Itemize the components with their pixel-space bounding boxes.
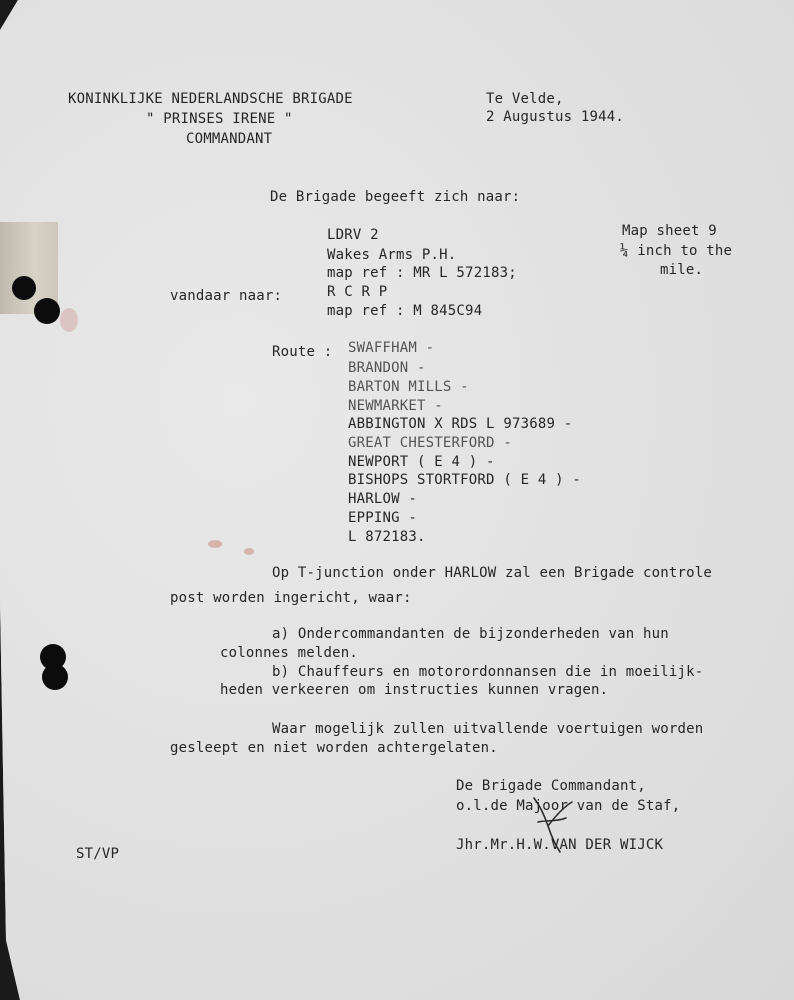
destination-line: map ref : MR L 572183; — [327, 265, 517, 281]
paragraph-line: post worden ingericht, waar: — [170, 590, 412, 606]
route-label: Route : — [272, 344, 333, 360]
map-note: mile. — [660, 262, 704, 278]
org-subtitle: " PRINSES IRENE " — [146, 111, 293, 127]
closing-line: De Brigade Commandant, — [456, 778, 646, 794]
route-stop: L 872183. — [348, 529, 426, 545]
paragraph-line: Waar mogelijk zullen uitvallende voertuigen worden — [272, 721, 704, 737]
route-stop: NEWPORT ( E 4 ) - — [348, 454, 495, 470]
route-stop: NEWMARKET - — [348, 398, 443, 414]
map-note: Map sheet 9 — [622, 223, 717, 239]
route-stop: EPPING - — [348, 510, 418, 526]
org-role: COMMANDANT — [186, 131, 273, 147]
place: Te Velde, — [486, 91, 564, 107]
stain — [60, 308, 78, 332]
list-item-b: heden verkeeren om instructies kunnen vragen. — [220, 682, 609, 698]
reference-code: ST/VP — [76, 846, 120, 862]
paragraph-line: Op T-junction onder HARLOW zal een Brigade controle — [272, 565, 713, 581]
route-stop: BISHOPS STORTFORD ( E 4 ) - — [348, 472, 581, 488]
punch-hole — [42, 664, 68, 690]
route-stop: HARLOW - — [348, 491, 418, 507]
list-item-a: a) Ondercommandanten de bijzonderheden van hun — [272, 626, 669, 642]
route-stop: GREAT CHESTERFORD - — [348, 435, 512, 451]
closing-line: o.l.de Majoor van de Staf, — [456, 798, 681, 814]
destination-line: R C R P — [327, 284, 388, 300]
stain — [244, 548, 254, 555]
destination-line: Wakes Arms P.H. — [327, 247, 457, 263]
paragraph-line: gesleept en niet worden achtergelaten. — [170, 740, 498, 756]
signatory-name: Jhr.Mr.H.W.VAN DER WIJCK — [456, 837, 664, 853]
date: 2 Augustus 1944. — [486, 109, 625, 125]
list-item-a: colonnes melden. — [220, 645, 359, 661]
intro-line: De Brigade begeeft zich naar: — [270, 189, 521, 205]
route-stop: SWAFFHAM - — [348, 340, 435, 356]
route-stop: ABBINGTON X RDS L 973689 - — [348, 416, 573, 432]
vandaar-label: vandaar naar: — [170, 288, 283, 304]
punch-hole — [34, 298, 60, 324]
stain — [208, 540, 222, 548]
org-name: KONINKLIJKE NEDERLANDSCHE BRIGADE — [68, 91, 353, 107]
route-stop: BRANDON - — [348, 360, 426, 376]
map-note: ¼ inch to the — [620, 243, 733, 259]
route-stop: BARTON MILLS - — [348, 379, 469, 395]
list-item-b: b) Chauffeurs en motorordonnansen die in moeilijk- — [272, 664, 704, 680]
destination-line: LDRV 2 — [327, 227, 379, 243]
destination-line: map ref : M 845C94 — [327, 303, 483, 319]
punch-hole — [12, 276, 36, 300]
